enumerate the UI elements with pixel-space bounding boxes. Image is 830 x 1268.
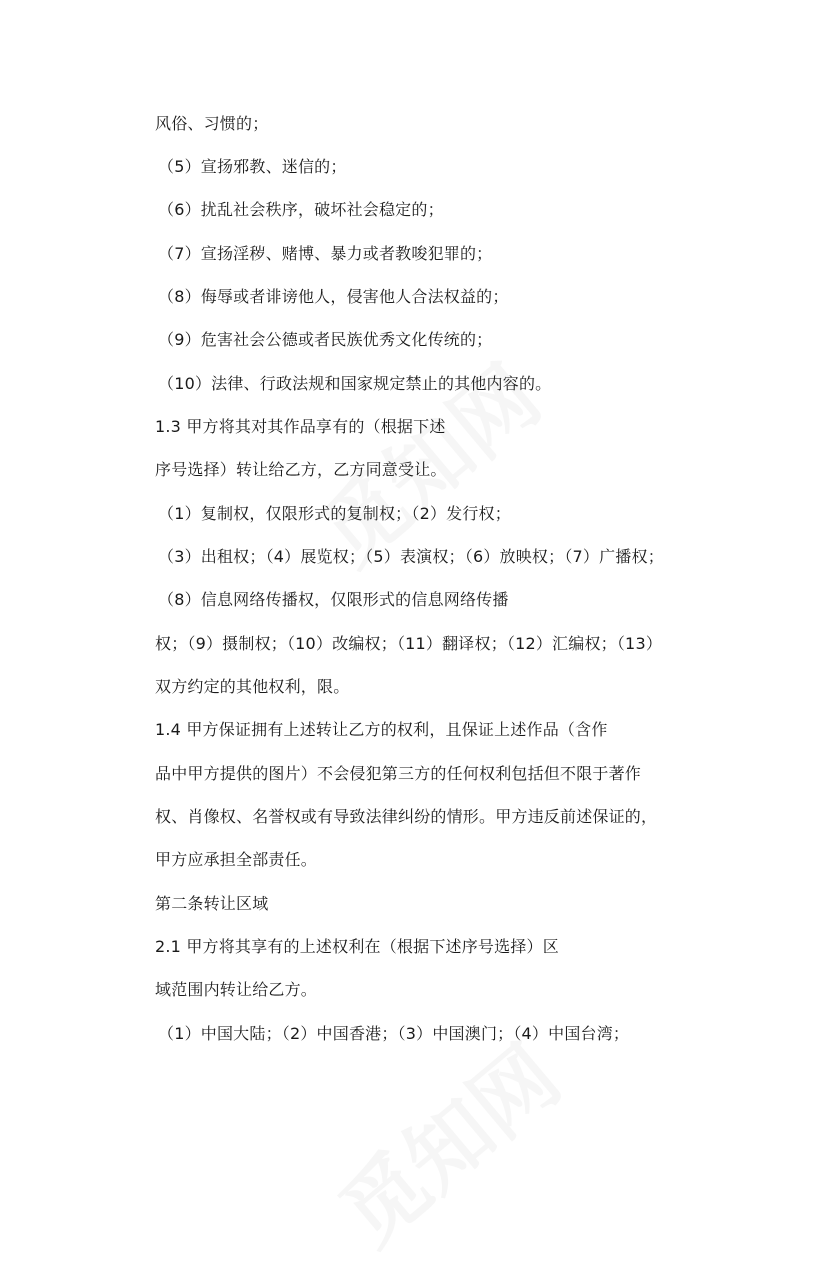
text-line: （1）复制权，仅限形式的复制权；（2）发行权； <box>158 504 511 523</box>
text-line: （8）信息网络传播权，仅限形式的信息网络传播 <box>158 590 509 609</box>
text-line: 序号选择）转让给乙方，乙方同意受让。 <box>155 460 447 479</box>
section-heading: 第二条转让区域 <box>155 894 269 913</box>
text-line: 甲方应承担全部责任。 <box>155 850 318 869</box>
text-line: 域范围内转让给乙方。 <box>155 980 318 999</box>
text-line: （8）侮辱或者诽谤他人，侵害他人合法权益的； <box>158 287 509 306</box>
text-line: 2.1 甲方将其享有的上述权利在（根据下述序号选择）区 <box>155 937 559 956</box>
text-line: 权、肖像权、名誉权或有导致法律纠纷的情形。甲方违反前述保证的， <box>155 807 658 826</box>
text-line: 1.3 甲方将其对其作品享有的（根据下述 <box>155 417 446 436</box>
watermark <box>311 1013 582 1268</box>
text-line: （5）宣扬邪教、迷信的； <box>158 157 347 176</box>
text-line: （7）宣扬淫秽、赌博、暴力或者教唆犯罪的； <box>158 244 493 263</box>
text-line: 双方约定的其他权利，限。 <box>155 677 350 696</box>
text-line: 权；（9）摄制权；（10）改编权；（11）翻译权；（12）汇编权；（13） <box>155 634 663 653</box>
text-line: 风俗、习惯的； <box>155 114 269 133</box>
text-line: （6）扰乱社会秩序，破坏社会稳定的； <box>158 200 444 219</box>
text-line: 1.4 甲方保证拥有上述转让乙方的权利，且保证上述作品（含作 <box>155 720 608 739</box>
text-line: （10）法律、行政法规和国家规定禁止的其他内容的。 <box>158 374 552 393</box>
text-line: （3）出租权；（4）展览权；（5）表演权；（6）放映权；（7）广播权； <box>158 547 664 566</box>
text-line: 品中甲方提供的图片）不会侵犯第三方的任何权利包括但不限于著作 <box>155 764 642 783</box>
text-line: （9）危害社会公德或者民族优秀文化传统的； <box>158 330 493 349</box>
text-line: （1）中国大陆；（2）中国香港；（3）中国澳门；（4）中国台湾； <box>158 1024 630 1043</box>
